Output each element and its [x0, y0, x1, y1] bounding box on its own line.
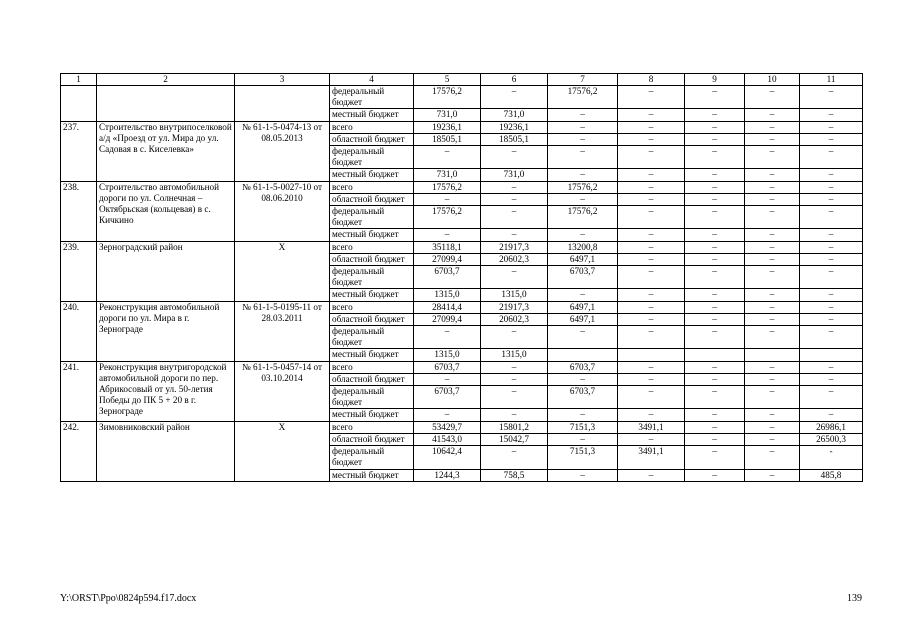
column-header: 1	[61, 74, 97, 86]
amount-cell: 6703,7	[414, 386, 481, 409]
amount-cell: –	[800, 146, 863, 169]
amount-cell: –	[548, 169, 618, 181]
amount-cell: –	[800, 386, 863, 409]
amount-cell: –	[685, 121, 745, 133]
amount-cell: –	[685, 109, 745, 121]
amount-cell: –	[800, 241, 863, 253]
amount-cell: –	[745, 193, 800, 205]
amount-cell: –	[745, 146, 800, 169]
amount-cell: 13200,8	[548, 241, 618, 253]
amount-cell: 17576,2	[414, 86, 481, 109]
table-row	[61, 301, 863, 313]
amount-cell: –	[481, 193, 548, 205]
amount-cell: 21917,3	[481, 301, 548, 313]
object-name: Реконструкция внутригородской автомобильной дороги по пер. Абрикосовый от ул. 50-летия Победы до ПК 5 + 20 в г. Зернограде	[97, 361, 235, 421]
funding-source: местный бюджет	[330, 109, 414, 121]
page-number: 139	[847, 593, 862, 604]
amount-cell: 6497,1	[548, 313, 618, 325]
object-name: Строительство внутрипоселковой а/д «Проезд от ул. Мира до ул. Садовая в с. Киселевка»	[97, 121, 235, 181]
amount-cell: –	[414, 409, 481, 421]
amount-cell: 17576,2	[548, 206, 618, 229]
column-header: 9	[685, 74, 745, 86]
amount-cell: 731,0	[481, 109, 548, 121]
amount-cell: 7151,3	[548, 421, 618, 433]
row-number: 237.	[61, 121, 97, 181]
amount-cell: –	[685, 206, 745, 229]
amount-cell: –	[800, 169, 863, 181]
amount-cell: –	[800, 326, 863, 349]
amount-cell: 3491,1	[618, 446, 685, 469]
amount-cell: –	[745, 253, 800, 265]
amount-cell: –	[481, 409, 548, 421]
column-header: 7	[548, 74, 618, 86]
funding-source: всего	[330, 421, 414, 433]
amount-cell: 6703,7	[548, 266, 618, 289]
funding-source: местный бюджет	[330, 469, 414, 481]
amount-cell: 20602,3	[481, 253, 548, 265]
amount-cell: 6497,1	[548, 301, 618, 313]
amount-cell: 10642,4	[414, 446, 481, 469]
column-header: 6	[481, 74, 548, 86]
amount-cell: –	[685, 301, 745, 313]
amount-cell: –	[745, 313, 800, 325]
amount-cell	[800, 349, 863, 361]
amount-cell: –	[414, 146, 481, 169]
amount-cell: –	[618, 326, 685, 349]
amount-cell: –	[800, 86, 863, 109]
amount-cell: –	[548, 121, 618, 133]
amount-cell: –	[685, 266, 745, 289]
document-reference: X	[235, 421, 330, 481]
amount-cell: –	[745, 86, 800, 109]
amount-cell: –	[800, 266, 863, 289]
amount-cell: 15801,2	[481, 421, 548, 433]
amount-cell: –	[618, 241, 685, 253]
amount-cell: 758,5	[481, 469, 548, 481]
document-reference: № 61-1-5-0027-10 от 08.06.2010	[235, 181, 330, 241]
amount-cell: –	[685, 409, 745, 421]
amount-cell: –	[548, 146, 618, 169]
amount-cell: –	[548, 289, 618, 301]
amount-cell	[618, 349, 685, 361]
amount-cell: 17576,2	[548, 86, 618, 109]
amount-cell: 6703,7	[414, 266, 481, 289]
document-reference: № 61-1-5-0457-14 от 03.10.2014	[235, 361, 330, 421]
amount-cell: –	[548, 133, 618, 145]
amount-cell: –	[548, 469, 618, 481]
amount-cell: –	[618, 361, 685, 373]
amount-cell: –	[618, 181, 685, 193]
row-number: 241.	[61, 361, 97, 421]
amount-cell: –	[618, 409, 685, 421]
column-header: 3	[235, 74, 330, 86]
amount-cell: –	[745, 289, 800, 301]
header-row	[61, 74, 863, 86]
amount-cell: 1244,3	[414, 469, 481, 481]
amount-cell: –	[481, 361, 548, 373]
amount-cell: –	[618, 133, 685, 145]
table-row	[61, 181, 863, 193]
amount-cell: –	[745, 409, 800, 421]
document-reference: X	[235, 241, 330, 301]
amount-cell: 6497,1	[548, 253, 618, 265]
amount-cell: –	[745, 386, 800, 409]
amount-cell: –	[548, 409, 618, 421]
funding-source: областной бюджет	[330, 133, 414, 145]
amount-cell: –	[745, 109, 800, 121]
funding-source: областной бюджет	[330, 193, 414, 205]
amount-cell: –	[548, 109, 618, 121]
amount-cell: –	[800, 313, 863, 325]
amount-cell: –	[685, 326, 745, 349]
amount-cell: –	[481, 86, 548, 109]
amount-cell: –	[685, 253, 745, 265]
amount-cell: –	[481, 266, 548, 289]
amount-cell: –	[618, 253, 685, 265]
amount-cell: –	[800, 133, 863, 145]
amount-cell: –	[745, 133, 800, 145]
amount-cell: –	[481, 181, 548, 193]
amount-cell: –	[481, 386, 548, 409]
funding-source: федеральный бюджет	[330, 86, 414, 109]
row-number: 242.	[61, 421, 97, 481]
amount-cell: 17576,2	[414, 181, 481, 193]
amount-cell: –	[685, 373, 745, 385]
budget-table	[60, 73, 863, 482]
amount-cell: –	[800, 121, 863, 133]
amount-cell: –	[685, 181, 745, 193]
amount-cell: 17576,2	[414, 206, 481, 229]
amount-cell: –	[800, 289, 863, 301]
amount-cell: –	[745, 373, 800, 385]
amount-cell: 35118,1	[414, 241, 481, 253]
amount-cell	[548, 349, 618, 361]
funding-source: областной бюджет	[330, 373, 414, 385]
amount-cell: –	[685, 361, 745, 373]
amount-cell: –	[618, 229, 685, 241]
funding-source: всего	[330, 301, 414, 313]
object-name: Реконструкция автомобильной дороги по ул. Мира в г. Зернограде	[97, 301, 235, 361]
funding-source: местный бюджет	[330, 289, 414, 301]
row-number: 238.	[61, 181, 97, 241]
amount-cell: –	[618, 313, 685, 325]
amount-cell: –	[481, 326, 548, 349]
funding-source: местный бюджет	[330, 409, 414, 421]
document-reference	[235, 86, 330, 122]
amount-cell: –	[414, 193, 481, 205]
funding-source: всего	[330, 121, 414, 133]
funding-source: всего	[330, 241, 414, 253]
document-reference: № 61-1-5-0474-13 от 08.05.2013	[235, 121, 330, 181]
amount-cell: 41543,0	[414, 433, 481, 445]
amount-cell: –	[745, 421, 800, 433]
amount-cell: 19236,1	[414, 121, 481, 133]
amount-cell: –	[481, 446, 548, 469]
amount-cell: –	[800, 206, 863, 229]
amount-cell: 6703,7	[414, 361, 481, 373]
amount-cell: –	[800, 229, 863, 241]
amount-cell: –	[548, 326, 618, 349]
funding-source: федеральный бюджет	[330, 146, 414, 169]
amount-cell: –	[685, 469, 745, 481]
funding-source: местный бюджет	[330, 349, 414, 361]
amount-cell: 6703,7	[548, 386, 618, 409]
amount-cell: 53429,7	[414, 421, 481, 433]
table-row	[61, 121, 863, 133]
amount-cell: –	[618, 121, 685, 133]
amount-cell: –	[414, 229, 481, 241]
amount-cell: –	[745, 469, 800, 481]
funding-source: федеральный бюджет	[330, 206, 414, 229]
amount-cell: –	[745, 229, 800, 241]
table-row	[61, 86, 863, 109]
amount-cell: –	[685, 313, 745, 325]
column-header: 11	[800, 74, 863, 86]
amount-cell: 19236,1	[481, 121, 548, 133]
amount-cell: –	[414, 326, 481, 349]
amount-cell: –	[548, 373, 618, 385]
amount-cell: –	[618, 169, 685, 181]
amount-cell: –	[685, 386, 745, 409]
amount-cell	[685, 349, 745, 361]
amount-cell: –	[745, 169, 800, 181]
amount-cell: –	[685, 133, 745, 145]
amount-cell: –	[800, 301, 863, 313]
amount-cell: –	[685, 229, 745, 241]
amount-cell: –	[745, 241, 800, 253]
funding-source: областной бюджет	[330, 433, 414, 445]
amount-cell: –	[800, 361, 863, 373]
column-header: 8	[618, 74, 685, 86]
amount-cell: 27099,4	[414, 253, 481, 265]
amount-cell: –	[618, 146, 685, 169]
funding-source: федеральный бюджет	[330, 386, 414, 409]
amount-cell: –	[548, 229, 618, 241]
amount-cell: –	[618, 109, 685, 121]
funding-source: федеральный бюджет	[330, 326, 414, 349]
amount-cell: –	[800, 181, 863, 193]
amount-cell: –	[685, 169, 745, 181]
amount-cell: 28414,4	[414, 301, 481, 313]
row-number: 239.	[61, 241, 97, 301]
amount-cell: 26500,3	[800, 433, 863, 445]
amount-cell: –	[685, 421, 745, 433]
funding-source: федеральный бюджет	[330, 446, 414, 469]
amount-cell: –	[618, 469, 685, 481]
amount-cell: 1315,0	[481, 349, 548, 361]
amount-cell: –	[685, 433, 745, 445]
amount-cell: –	[685, 446, 745, 469]
amount-cell: –	[745, 301, 800, 313]
amount-cell: 18505,1	[481, 133, 548, 145]
funding-source: областной бюджет	[330, 253, 414, 265]
amount-cell: 3491,1	[618, 421, 685, 433]
amount-cell: –	[745, 361, 800, 373]
amount-cell: 20602,3	[481, 313, 548, 325]
table-row	[61, 241, 863, 253]
amount-cell: –	[800, 109, 863, 121]
row-number: 240.	[61, 301, 97, 361]
object-name: Зимовниковский район	[97, 421, 235, 481]
amount-cell: 1315,0	[414, 349, 481, 361]
amount-cell: 15042,7	[481, 433, 548, 445]
amount-cell: –	[685, 86, 745, 109]
amount-cell: 17576,2	[548, 181, 618, 193]
amount-cell: –	[745, 266, 800, 289]
amount-cell: 731,0	[414, 169, 481, 181]
amount-cell: 731,0	[481, 169, 548, 181]
amount-cell: –	[685, 146, 745, 169]
column-header: 2	[97, 74, 235, 86]
object-name: Зерноградский район	[97, 241, 235, 301]
amount-cell: –	[800, 193, 863, 205]
funding-source: местный бюджет	[330, 169, 414, 181]
amount-cell: –	[800, 253, 863, 265]
column-header: 4	[330, 74, 414, 86]
amount-cell: 27099,4	[414, 313, 481, 325]
amount-cell: 6703,7	[548, 361, 618, 373]
amount-cell: –	[618, 301, 685, 313]
amount-cell: –	[481, 229, 548, 241]
amount-cell: –	[800, 409, 863, 421]
amount-cell: –	[618, 386, 685, 409]
amount-cell: 731,0	[414, 109, 481, 121]
amount-cell: 485,8	[800, 469, 863, 481]
amount-cell	[745, 349, 800, 361]
amount-cell: –	[618, 373, 685, 385]
amount-cell: –	[618, 433, 685, 445]
amount-cell: –	[745, 326, 800, 349]
funding-source: местный бюджет	[330, 229, 414, 241]
column-header: 10	[745, 74, 800, 86]
amount-cell: –	[481, 373, 548, 385]
row-number	[61, 86, 97, 122]
amount-cell: –	[685, 193, 745, 205]
amount-cell: –	[745, 433, 800, 445]
amount-cell: –	[745, 121, 800, 133]
object-name	[97, 86, 235, 122]
amount-cell: 1315,0	[481, 289, 548, 301]
amount-cell: –	[618, 289, 685, 301]
amount-cell: –	[685, 289, 745, 301]
amount-cell: –	[618, 266, 685, 289]
amount-cell: –	[685, 241, 745, 253]
funding-source: областной бюджет	[330, 313, 414, 325]
amount-cell: –	[481, 146, 548, 169]
amount-cell: –	[745, 206, 800, 229]
amount-cell: –	[745, 181, 800, 193]
column-header: 5	[414, 74, 481, 86]
funding-source: федеральный бюджет	[330, 266, 414, 289]
funding-source: всего	[330, 361, 414, 373]
amount-cell: –	[800, 373, 863, 385]
amount-cell: 7151,3	[548, 446, 618, 469]
amount-cell: –	[481, 206, 548, 229]
table-row	[61, 361, 863, 373]
document-reference: № 61-1-5-0195-11 от 28.03.2011	[235, 301, 330, 361]
amount-cell: –	[548, 193, 618, 205]
funding-source: всего	[330, 181, 414, 193]
amount-cell: –	[618, 206, 685, 229]
amount-cell: 26986,1	[800, 421, 863, 433]
object-name: Строительство автомобильной дороги по ул. Солнечная – Октябрьская (кольцевая) в с. Кичкино	[97, 181, 235, 241]
document-path: Y:\ORST\Ppo\0824p594.f17.docx	[60, 593, 197, 604]
amount-cell: –	[414, 373, 481, 385]
amount-cell: -	[800, 446, 863, 469]
amount-cell: 1315,0	[414, 289, 481, 301]
amount-cell: –	[548, 433, 618, 445]
amount-cell: –	[618, 193, 685, 205]
table-row	[61, 421, 863, 433]
amount-cell: –	[618, 86, 685, 109]
amount-cell: –	[745, 446, 800, 469]
amount-cell: 21917,3	[481, 241, 548, 253]
amount-cell: 18505,1	[414, 133, 481, 145]
